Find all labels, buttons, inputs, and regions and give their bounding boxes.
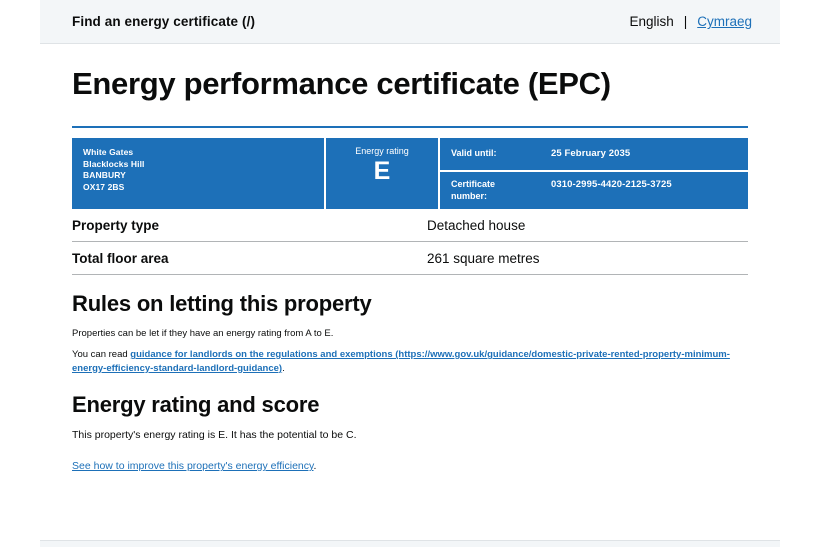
site-header [40,0,780,44]
table-row [72,209,748,242]
service-name[interactable]: Find an energy certificate (/) [72,14,256,29]
language-separator: | [683,14,688,29]
property-facts [72,209,748,275]
improve-paragraph [72,459,748,475]
property-address [72,138,324,209]
rating-paragraph: This property's energy rating is E. It has the potential to be C. [72,428,357,441]
section-divider [72,126,748,128]
energy-rating-block [324,138,438,209]
rating-heading: Energy rating and score [72,391,320,417]
letting-guidance-suffix: . [282,362,285,374]
address-line-4: OX17 2BS [83,182,125,193]
total-floor-area-label: Total floor area [72,251,169,267]
certificate-number-row [440,170,748,209]
landlord-guidance-link[interactable]: guidance for landlords on the regulations and exemptions (https://www.gov.uk/guidance/domestic-private-rented-property-minimum-energy-efficiency-standard-landlord-guidance) [72,349,730,374]
address-line-1: White Gates [83,146,134,157]
energy-rating-label: Energy rating [355,145,409,156]
total-floor-area-value: 261 square metres [427,251,540,267]
document-page [40,0,780,547]
table-row [72,242,748,275]
address-line-2: Blacklocks Hill [83,158,145,169]
certificate-summary [72,138,748,209]
footer-strip [40,540,780,547]
improve-efficiency-link[interactable]: See how to improve this property's energy efficiency [72,460,314,473]
certificate-number-label: Certificate number: [451,178,496,201]
valid-until-value: 25 February 2035 [551,148,631,160]
language-current: English [629,14,674,29]
language-switcher [629,14,752,29]
improve-suffix: . [313,460,317,473]
letting-guidance-paragraph [72,348,748,376]
letting-heading: Rules on letting this property [72,291,372,317]
letting-guidance-prefix: You can read [72,349,131,361]
address-line-3: BANBURY [83,170,126,181]
certificate-details [438,138,748,209]
language-link-cymraeg[interactable]: Cymraeg [697,14,752,29]
certificate-number-value: 0310-2995-4420-2125-3725 [551,178,672,190]
main-content [40,44,780,475]
energy-rating-letter: E [373,156,391,185]
valid-until-label: Valid until: [451,148,497,159]
property-type-value: Detached house [427,218,526,234]
property-type-label: Property type [72,218,160,234]
page-title: Energy performance certificate (EPC) [72,66,611,101]
letting-paragraph: Properties can be let if they have an energy rating from A to E. [72,328,334,340]
valid-until-row [440,138,748,170]
